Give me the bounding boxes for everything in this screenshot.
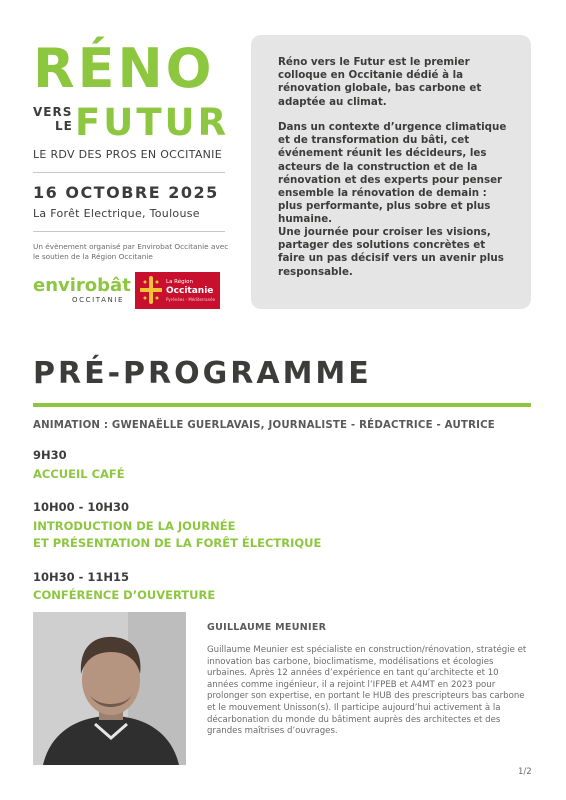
event-place: La Forêt Electrique, Toulouse xyxy=(33,207,200,220)
speaker-bio: Guillaume Meunier est spécialiste en construction/rénovation, stratégie et innovation bas carbone, bioclimatisme, modélisations et écologies urbaines. Après 12 années d’expérience en tant qu’architecte et 10 années comme ingénieur, il a rejoint l’IFPEB et A4MT en 2023 pour prolonger son expertise, en portant le HUB des prescripteurs bas carbone et le mouvement Unisson(s). Il participe aujourd’hui activement à la décarbonation du monde du bâtiment auprès des architectes et des grandes maîtrises d’ouvrages. xyxy=(207,645,527,737)
intro-paragraph-1: Réno vers le Futur est le premier colloque en Occitanie dédié à la rénovation globale, bas carbone et adaptée au climat. xyxy=(278,56,482,108)
logo-reno: RÉNO xyxy=(33,37,215,100)
region-logo-line3: Pyrénées - Méditerranée xyxy=(166,297,216,302)
divider xyxy=(33,231,225,232)
slot-time: 10H00 - 10H30 xyxy=(33,500,130,514)
region-logo-line1: La Région xyxy=(166,279,194,285)
speaker-name: GUILLAUME MEUNIER xyxy=(207,622,327,633)
slot-title: ACCUEIL CAFÉ xyxy=(33,467,125,481)
programme-title: PRÉ-PROGRAMME xyxy=(33,356,372,391)
intro-paragraph-3: Une journée pour croiser les visions, partager des solutions concrètes et faire un pas décisif vers un avenir plus responsable. xyxy=(278,226,504,278)
occitan-cross-icon xyxy=(140,276,162,304)
organizer-note: Un évènement organisé par Envirobat Occitanie avec le soutien de la Région Occitanie xyxy=(33,242,229,261)
envirobat-logo-sub: OCCITANIE xyxy=(72,296,124,304)
event-date: 16 OCTOBRE 2025 xyxy=(33,183,219,202)
slot-title: INTRODUCTION DE LA JOURNÉE xyxy=(33,519,236,533)
programme-divider xyxy=(33,403,531,407)
tagline: LE RDV DES PROS EN OCCITANIE xyxy=(33,148,222,161)
slot-title-line2: ET PRÉSENTATION DE LA FORÊT ÉLECTRIQUE xyxy=(33,536,322,550)
logo-futur: FUTUR xyxy=(75,101,230,144)
envirobat-logo-text: envirobât xyxy=(33,275,131,296)
page-number: 1/2 xyxy=(518,767,532,777)
envirobat-logo xyxy=(33,277,131,295)
animation-credit: ANIMATION : GWENAËLLE GUERLAVAIS, JOURNALISTE - RÉDACTRICE - AUTRICE xyxy=(33,420,495,431)
slot-title: CONFÉRENCE D’OUVERTURE xyxy=(33,588,216,602)
intro-paragraph-2: Dans un contexte d’urgence climatique et de transformation du bâti, cet événement réunit les décideurs, les acteurs de la construction et de la rénovation et des experts pour penser ensemble la rénovation de demain : plus performante, plus sobre et plus humaine. xyxy=(278,121,507,226)
region-logo-line2: Occitanie xyxy=(166,286,214,296)
slot-time: 9H30 xyxy=(33,448,67,462)
speaker-portrait-image xyxy=(33,612,186,765)
speaker-photo xyxy=(33,612,186,765)
logo-le: LE xyxy=(55,119,73,133)
slot-time: 10H30 - 11H15 xyxy=(33,570,130,584)
divider xyxy=(33,172,225,173)
logo-vers: VERS xyxy=(33,105,73,119)
